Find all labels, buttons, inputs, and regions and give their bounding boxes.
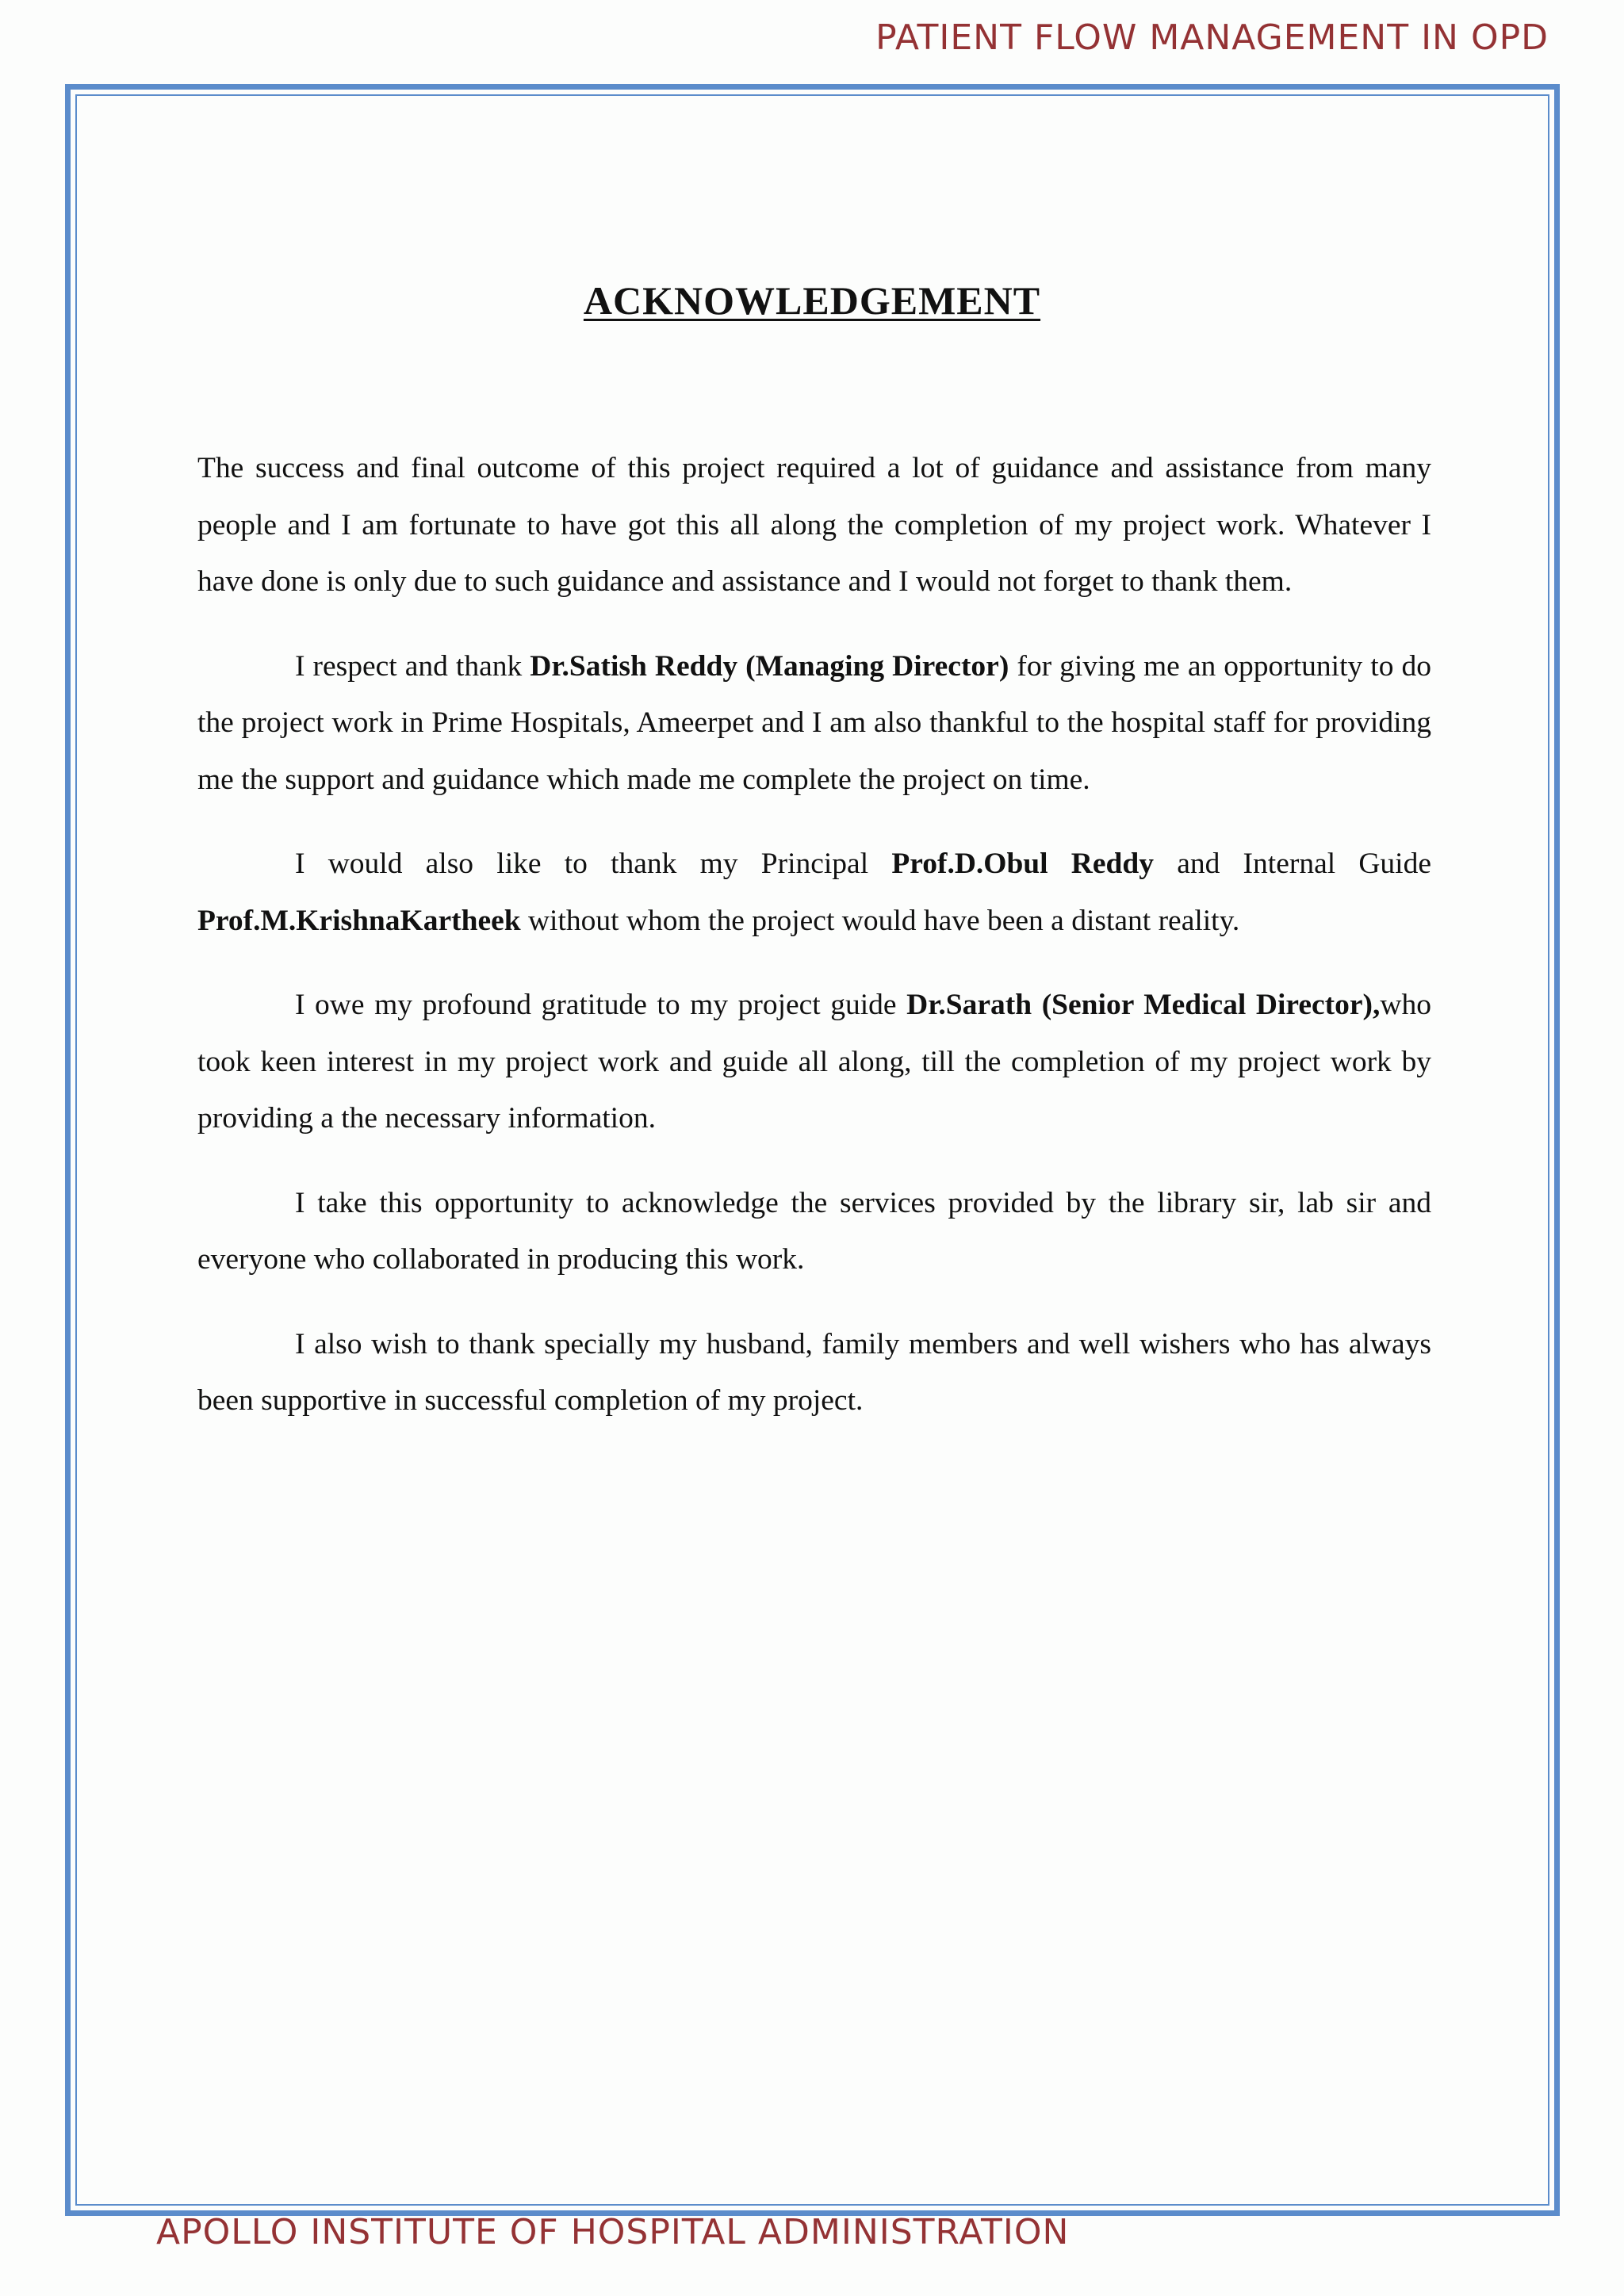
- page-footer-title: APOLLO INSTITUTE OF HOSPITAL ADMINISTRATION: [156, 2212, 1070, 2252]
- paragraph-5: [197, 1175, 1431, 1288]
- bold-name-principal: Prof.D.Obul Reddy: [891, 848, 1154, 880]
- paragraph-3: [197, 836, 1431, 949]
- bold-name-project-guide: Dr.Sarath (Senior Medical Director),: [906, 989, 1381, 1021]
- paragraph-text: I take this opportunity to acknowledge the services provided by the library sir, lab sir and everyone who collaborated in producing this work.: [197, 1186, 1431, 1276]
- paragraph-1: [197, 440, 1431, 610]
- document-body: [197, 440, 1431, 1457]
- bold-name-internal-guide: Prof.M.KrishnaKartheek: [197, 904, 521, 937]
- paragraph-text: I owe my profound gratitude to my project guide: [295, 989, 907, 1021]
- paragraph-text: I would also like to thank my Principal: [295, 848, 892, 880]
- paragraph-2: [197, 638, 1431, 809]
- paragraph-6: [197, 1316, 1431, 1429]
- paragraph-text: for giving me an opportunity to do the project work in Prime Hospitals, Ameerpet and I am also thankful to the hospital staff for providing me the support and guidance which made me complete the project on time.: [197, 649, 1431, 796]
- paragraph-text: The success and final outcome of this project required a lot of guidance and assistance from many people and I am fortunate to have got this all along the completion of my project work. Whatever I have done is only due to such guidance and assistance and I would not forget to thank them.: [197, 452, 1431, 598]
- paragraph-text: who took keen interest in my project work and guide all along, till the completion of my project work by providing a the necessary information.: [197, 989, 1432, 1135]
- document-title: ACKNOWLEDGEMENT: [583, 278, 1041, 323]
- paragraph-text: I respect and thank: [295, 649, 530, 683]
- paragraph-text: and Internal Guide: [1153, 848, 1431, 880]
- paragraph-4: [197, 977, 1431, 1147]
- paragraph-text: I also wish to thank specially my husband, family members and well wishers who has always been supportive in successful completion of my project.: [197, 1327, 1431, 1417]
- paragraph-text: without whom the project would have been a distant reality.: [520, 904, 1240, 937]
- page-header-title: PATIENT FLOW MANAGEMENT IN OPD: [875, 17, 1549, 58]
- bold-name-managing-director: Dr.Satish Reddy (Managing Director): [530, 649, 1009, 683]
